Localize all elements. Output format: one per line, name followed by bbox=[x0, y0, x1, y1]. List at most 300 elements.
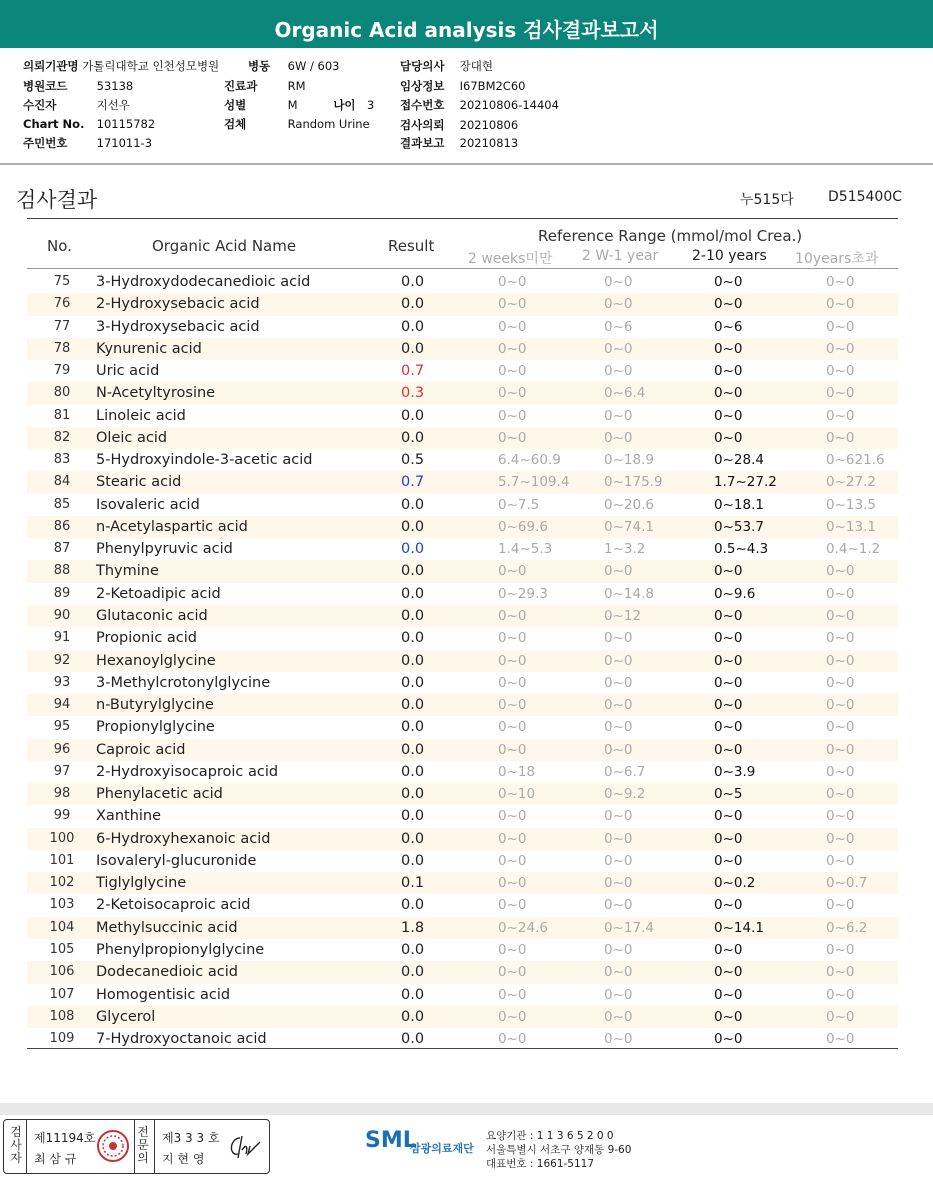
table-row bbox=[27, 382, 898, 404]
ref-under-2weeks: 1.4~5.3 bbox=[498, 541, 553, 558]
ref-over-10years: 0~0 bbox=[826, 318, 855, 335]
dept-value: RM bbox=[287, 79, 306, 93]
examinee-row bbox=[23, 97, 130, 113]
result-value: 0.0 bbox=[401, 964, 425, 981]
row-number: 95 bbox=[53, 719, 71, 735]
ref-2w-1year: 0~0 bbox=[604, 808, 633, 825]
ref-2-10years: 0~53.7 bbox=[714, 518, 764, 535]
ref-2w-1year: 1~3.2 bbox=[604, 541, 646, 558]
ref-under-2weeks: 0~0 bbox=[498, 363, 527, 380]
ref-over-10years: 0~0 bbox=[826, 274, 855, 290]
result-value: 0.0 bbox=[401, 652, 425, 669]
chart-label: Chart No. bbox=[23, 117, 85, 131]
ref-2w-1year: 0~0 bbox=[604, 652, 633, 669]
row-number: 86 bbox=[53, 518, 71, 534]
acid-name: Dodecanedioic acid bbox=[96, 964, 238, 981]
ref-over-10years: 0~0.7 bbox=[826, 875, 868, 892]
col-header-no: No. bbox=[47, 237, 72, 255]
row-number: 103 bbox=[49, 897, 75, 913]
ref-over-10years: 0~0 bbox=[826, 563, 855, 580]
table-row bbox=[27, 650, 898, 672]
ref-2-10years: 0~6 bbox=[714, 318, 743, 335]
acid-name: 2-Ketoadipic acid bbox=[96, 585, 221, 602]
resident-row bbox=[23, 135, 152, 151]
row-number: 77 bbox=[53, 318, 71, 334]
row-number: 97 bbox=[53, 763, 71, 779]
ref-2-10years: 0~0 bbox=[714, 1008, 743, 1025]
acid-name: Phenylpyruvic acid bbox=[96, 541, 233, 558]
pathologist-license: 제3 3 3 호 bbox=[162, 1131, 220, 1145]
ref-under-2weeks: 0~0 bbox=[498, 674, 527, 691]
table-row bbox=[27, 694, 898, 716]
ref-under-2weeks: 0~0 bbox=[498, 719, 527, 736]
ref-over-10years: 0~0 bbox=[826, 340, 855, 357]
ref-under-2weeks: 0~0 bbox=[498, 986, 527, 1003]
receipt-row bbox=[400, 97, 559, 113]
table-row bbox=[27, 360, 898, 382]
acid-name: Isovaleric acid bbox=[96, 496, 200, 513]
resident-value: 171011-3 bbox=[96, 136, 153, 150]
result-value: 0.7 bbox=[401, 474, 425, 491]
table-row bbox=[27, 583, 898, 605]
table-row bbox=[27, 961, 898, 983]
row-number: 84 bbox=[53, 474, 71, 490]
row-number: 76 bbox=[53, 296, 71, 312]
row-number: 100 bbox=[49, 830, 75, 846]
doctor-row bbox=[400, 58, 493, 74]
ref-over-10years: 0~0 bbox=[826, 607, 855, 624]
table-row bbox=[27, 716, 898, 738]
clinical-row bbox=[400, 78, 525, 94]
ref-under-2weeks: 0~0 bbox=[498, 852, 527, 869]
sig-divider-2 bbox=[134, 1120, 135, 1173]
sig-divider-3 bbox=[154, 1120, 155, 1173]
result-value: 0.0 bbox=[401, 340, 425, 357]
ref-over-10years: 0~0 bbox=[826, 986, 855, 1003]
doctor-value: 장대현 bbox=[459, 59, 493, 73]
table-bottom-rule bbox=[27, 1048, 898, 1049]
row-number: 90 bbox=[53, 607, 71, 623]
ref-over-10years: 0~0 bbox=[826, 786, 855, 803]
ref-under-2weeks: 0~0 bbox=[498, 429, 527, 446]
result-value: 0.0 bbox=[401, 630, 425, 647]
result-value: 0.3 bbox=[401, 385, 425, 402]
ref-2-10years: 0~0 bbox=[714, 385, 743, 402]
ref-2w-1year: 0~0 bbox=[604, 830, 633, 847]
row-number: 92 bbox=[53, 652, 71, 668]
row-number: 75 bbox=[53, 274, 71, 289]
result-value: 0.0 bbox=[401, 786, 425, 803]
result-value: 0.0 bbox=[401, 741, 425, 758]
acid-name: 2-Hydroxyisocaproic acid bbox=[96, 763, 279, 780]
ref-over-10years: 0~0 bbox=[826, 741, 855, 758]
report-date-label: 결과보고 bbox=[400, 136, 445, 150]
ref-under-2weeks: 0~24.6 bbox=[498, 919, 548, 936]
results-table bbox=[27, 271, 898, 1050]
acid-name: 5-Hydroxyindole-3-acetic acid bbox=[96, 452, 313, 469]
table-row bbox=[27, 494, 898, 516]
result-value: 0.0 bbox=[401, 607, 425, 624]
examinee-value: 지선우 bbox=[96, 98, 130, 112]
acid-name: Thymine bbox=[96, 563, 159, 580]
ref-2-10years: 0~0 bbox=[714, 674, 743, 691]
ref-2-10years: 0~0 bbox=[714, 941, 743, 958]
ref-2w-1year: 0~0 bbox=[604, 697, 633, 714]
ref-under-2weeks: 0~7.5 bbox=[498, 496, 540, 513]
ref-under-2weeks: 0~0 bbox=[498, 607, 527, 624]
col-header-name: Organic Acid Name bbox=[152, 237, 297, 255]
table-row bbox=[27, 894, 898, 916]
table-row bbox=[27, 1028, 898, 1050]
ref-2-10years: 0~0 bbox=[714, 897, 743, 914]
ref-over-10years: 0~0 bbox=[826, 652, 855, 669]
ref-2w-1year: 0~0 bbox=[604, 340, 633, 357]
ref-under-2weeks: 0~0 bbox=[498, 697, 527, 714]
ref-under-2weeks: 0~0 bbox=[498, 407, 527, 424]
ref-2w-1year: 0~74.1 bbox=[604, 518, 654, 535]
table-row bbox=[27, 293, 898, 315]
acid-name: Tiglylglycine bbox=[96, 875, 187, 892]
institution-row bbox=[23, 58, 219, 74]
acid-name: 6-Hydroxyhexanoic acid bbox=[96, 830, 271, 847]
ref-2w-1year: 0~175.9 bbox=[604, 474, 663, 491]
request-value: 20210806 bbox=[459, 118, 519, 132]
institution-label: 의뢰기관명 bbox=[23, 59, 79, 73]
table-row bbox=[27, 1006, 898, 1028]
request-row bbox=[400, 117, 518, 133]
ref-2w-1year: 0~0 bbox=[604, 429, 633, 446]
ref-over-10years: 0~0 bbox=[826, 407, 855, 424]
ref-over-10years: 0~0 bbox=[826, 830, 855, 847]
ref-2w-1year: 0~20.6 bbox=[604, 496, 654, 513]
row-number: 99 bbox=[53, 808, 71, 824]
ref-2w-1year: 0~0 bbox=[604, 296, 633, 313]
row-number: 81 bbox=[53, 407, 71, 423]
ward-row bbox=[248, 58, 339, 74]
report-date-value: 20210813 bbox=[459, 136, 519, 150]
ref-2-10years: 0~3.9 bbox=[714, 763, 756, 780]
ref-over-10years: 0~0 bbox=[826, 1008, 855, 1025]
ref-2-10years: 0~18.1 bbox=[714, 496, 764, 513]
result-value: 0.0 bbox=[401, 763, 425, 780]
ref-over-10years: 0~0 bbox=[826, 897, 855, 914]
table-row bbox=[27, 939, 898, 961]
age-label: 나이 bbox=[333, 98, 356, 112]
acid-name: Oleic acid bbox=[96, 429, 168, 446]
result-value: 0.0 bbox=[401, 585, 425, 602]
address: 서울특별시 서초구 양재동 9-60 bbox=[486, 1144, 632, 1156]
signature-icon bbox=[226, 1132, 262, 1162]
result-value: 0.0 bbox=[401, 318, 425, 335]
col-header-2-10years: 2-10 years bbox=[692, 248, 767, 264]
row-number: 80 bbox=[53, 385, 71, 401]
ref-2w-1year: 0~17.4 bbox=[604, 919, 654, 936]
ref-2-10years: 0~0 bbox=[714, 407, 743, 424]
ref-2w-1year: 0~0 bbox=[604, 563, 633, 580]
result-value: 0.0 bbox=[401, 808, 425, 825]
ref-under-2weeks: 0~0 bbox=[498, 296, 527, 313]
ref-2-10years: 1.7~27.2 bbox=[714, 474, 777, 491]
acid-name: N-Acetyltyrosine bbox=[96, 385, 216, 402]
result-value: 0.0 bbox=[401, 496, 425, 513]
acid-name: n-Acetylaspartic acid bbox=[96, 518, 248, 535]
acid-name: 3-Methylcrotonylglycine bbox=[96, 674, 271, 691]
ref-over-10years: 0~0 bbox=[826, 697, 855, 714]
row-number: 98 bbox=[53, 786, 71, 802]
result-value: 0.0 bbox=[401, 1008, 425, 1025]
row-number: 83 bbox=[53, 452, 71, 468]
ref-under-2weeks: 0~69.6 bbox=[498, 518, 548, 535]
chart-value: 10115782 bbox=[96, 117, 156, 131]
result-value: 0.0 bbox=[401, 852, 425, 869]
acid-name: Glutaconic acid bbox=[96, 607, 208, 624]
result-value: 0.0 bbox=[401, 1031, 425, 1048]
result-value: 0.0 bbox=[401, 719, 425, 736]
ref-2w-1year: 0~0 bbox=[604, 407, 633, 424]
ref-2w-1year: 0~6 bbox=[604, 318, 633, 335]
row-number: 107 bbox=[49, 986, 75, 1002]
sig-divider bbox=[26, 1120, 27, 1173]
ref-over-10years: 0~27.2 bbox=[826, 474, 876, 491]
ref-2-10years: 0~0 bbox=[714, 964, 743, 981]
row-number: 85 bbox=[53, 496, 71, 512]
ref-2-10years: 0~5 bbox=[714, 786, 743, 803]
ref-over-10years: 0~6.2 bbox=[826, 919, 868, 936]
examinee-label: 수진자 bbox=[23, 98, 57, 112]
acid-name: Kynurenic acid bbox=[96, 340, 202, 357]
ref-over-10years: 0~0 bbox=[826, 1031, 855, 1048]
table-row bbox=[27, 872, 898, 894]
table-row bbox=[27, 338, 898, 360]
ref-2w-1year: 0~9.2 bbox=[604, 786, 646, 803]
request-label: 검사의뢰 bbox=[400, 118, 445, 132]
ref-2-10years: 0~0 bbox=[714, 340, 743, 357]
table-row bbox=[27, 449, 898, 471]
result-value: 0.0 bbox=[401, 518, 425, 535]
ref-under-2weeks: 0~0 bbox=[498, 875, 527, 892]
result-value: 0.0 bbox=[401, 274, 425, 290]
result-value: 0.0 bbox=[401, 986, 425, 1003]
ref-2w-1year: 0~0 bbox=[604, 630, 633, 647]
dept-label: 진료과 bbox=[224, 79, 258, 93]
footer-band bbox=[0, 1103, 933, 1115]
ref-2-10years: 0~0 bbox=[714, 607, 743, 624]
ref-2w-1year: 0~0 bbox=[604, 719, 633, 736]
table-row bbox=[27, 605, 898, 627]
table-row bbox=[27, 850, 898, 872]
test-code: D515400C bbox=[828, 189, 902, 205]
row-number: 78 bbox=[53, 340, 71, 356]
table-row bbox=[27, 805, 898, 827]
acid-name: Homogentisic acid bbox=[96, 986, 231, 1003]
result-value: 0.0 bbox=[401, 897, 425, 914]
ref-2-10years: 0~14.1 bbox=[714, 919, 764, 936]
ref-2-10years: 0~0 bbox=[714, 1031, 743, 1048]
col-header-over-10years: 10years초과 bbox=[795, 251, 879, 267]
receipt-label: 접수번호 bbox=[400, 98, 445, 112]
section-title: 검사결과 bbox=[16, 188, 98, 212]
care-code: 요양기관 : 1 1 3 6 5 2 0 0 bbox=[486, 1130, 614, 1142]
acid-name: 2-Hydroxysebacic acid bbox=[96, 296, 260, 313]
ref-2w-1year: 0~0 bbox=[604, 852, 633, 869]
ref-2-10years: 0~0 bbox=[714, 808, 743, 825]
ref-under-2weeks: 6.4~60.9 bbox=[498, 452, 561, 469]
ref-2-10years: 0~0 bbox=[714, 852, 743, 869]
row-number: 91 bbox=[53, 630, 71, 646]
row-number: 82 bbox=[53, 429, 71, 445]
doctor-label: 담당의사 bbox=[400, 59, 445, 73]
table-row bbox=[27, 560, 898, 582]
row-number: 94 bbox=[53, 697, 71, 713]
acid-name: 2-Ketoisocaproic acid bbox=[96, 897, 251, 914]
table-row bbox=[27, 516, 898, 538]
table-row bbox=[27, 471, 898, 493]
ref-under-2weeks: 0~0 bbox=[498, 318, 527, 335]
row-number: 87 bbox=[53, 541, 71, 557]
result-value: 1.8 bbox=[401, 919, 425, 936]
ref-under-2weeks: 0~0 bbox=[498, 340, 527, 357]
ref-over-10years: 0~0 bbox=[826, 964, 855, 981]
ref-2w-1year: 0~0 bbox=[604, 986, 633, 1003]
ref-under-2weeks: 0~10 bbox=[498, 786, 536, 803]
ref-over-10years: 0~13.1 bbox=[826, 518, 876, 535]
result-value: 0.7 bbox=[401, 363, 425, 380]
table-top-rule bbox=[27, 218, 898, 219]
ref-under-2weeks: 0~0 bbox=[498, 741, 527, 758]
ref-2-10years: 0~0 bbox=[714, 697, 743, 714]
ref-2-10years: 0.5~4.3 bbox=[714, 541, 769, 558]
ref-over-10years: 0~13.5 bbox=[826, 496, 876, 513]
ref-over-10years: 0~0 bbox=[826, 296, 855, 313]
ref-over-10years: 0.4~1.2 bbox=[826, 541, 881, 558]
ref-over-10years: 0~0 bbox=[826, 585, 855, 602]
ref-2-10years: 0~9.6 bbox=[714, 585, 756, 602]
ref-under-2weeks: 0~18 bbox=[498, 763, 536, 780]
ref-under-2weeks: 0~0 bbox=[498, 830, 527, 847]
acid-name: 3-Hydroxydodecanedioic acid bbox=[96, 274, 311, 290]
acid-name: Uric acid bbox=[96, 363, 160, 380]
col-header-reference: Reference Range (mmol/mol Crea.) bbox=[538, 227, 803, 245]
acid-name: Isovaleryl-glucuronide bbox=[96, 852, 257, 869]
sex-age-row bbox=[224, 97, 374, 113]
table-row bbox=[27, 538, 898, 560]
ref-over-10years: 0~621.6 bbox=[826, 452, 885, 469]
pathologist-name: 지 현 영 bbox=[162, 1152, 205, 1166]
signature-box bbox=[3, 1119, 270, 1174]
chart-row bbox=[23, 117, 155, 131]
ref-under-2weeks: 0~0 bbox=[498, 964, 527, 981]
ref-2w-1year: 0~18.9 bbox=[604, 452, 654, 469]
specimen-row bbox=[224, 116, 370, 132]
row-number: 102 bbox=[49, 875, 75, 891]
specimen-label: 검체 bbox=[224, 117, 247, 131]
ref-2-10years: 0~0 bbox=[714, 719, 743, 736]
sex-label: 성별 bbox=[224, 98, 247, 112]
result-value: 0.0 bbox=[401, 941, 425, 958]
sex-value: M bbox=[287, 98, 298, 112]
ref-under-2weeks: 0~0 bbox=[498, 1031, 527, 1048]
ref-under-2weeks: 0~0 bbox=[498, 941, 527, 958]
ref-2-10years: 0~0 bbox=[714, 741, 743, 758]
ref-2w-1year: 0~6.7 bbox=[604, 763, 646, 780]
ref-2w-1year: 0~0 bbox=[604, 1031, 633, 1048]
report-date-row bbox=[400, 135, 518, 151]
dept-row bbox=[224, 78, 306, 94]
acid-name: Xanthine bbox=[96, 808, 162, 825]
ref-2w-1year: 0~12 bbox=[604, 607, 642, 624]
org-name: 삼광의료재단 bbox=[410, 1142, 474, 1155]
ref-2-10years: 0~0 bbox=[714, 363, 743, 380]
table-row bbox=[27, 739, 898, 761]
ward-value: 6W / 603 bbox=[287, 59, 340, 73]
table-row bbox=[27, 427, 898, 449]
acid-name: Glycerol bbox=[96, 1008, 156, 1025]
ref-2-10years: 0~0 bbox=[714, 429, 743, 446]
examiner-label: 검사자 bbox=[10, 1125, 22, 1165]
ref-2-10years: 0~0 bbox=[714, 630, 743, 647]
ref-2-10years: 0~0 bbox=[714, 274, 743, 290]
report-title: Organic Acid analysis 검사결과보고서 bbox=[274, 18, 659, 42]
acid-name: Methylsuccinic acid bbox=[96, 919, 238, 936]
ref-2w-1year: 0~0 bbox=[604, 897, 633, 914]
acid-name: Stearic acid bbox=[96, 474, 182, 491]
result-value: 0.0 bbox=[401, 697, 425, 714]
col-header-under-2weeks: 2 weeks미만 bbox=[468, 251, 553, 267]
row-number: 104 bbox=[49, 919, 75, 935]
ref-over-10years: 0~0 bbox=[826, 674, 855, 691]
acid-name: 3-Hydroxysebacic acid bbox=[96, 318, 260, 335]
ref-2w-1year: 0~0 bbox=[604, 741, 633, 758]
ref-2w-1year: 0~6.4 bbox=[604, 385, 646, 402]
receipt-value: 20210806-14404 bbox=[459, 98, 559, 112]
ref-2w-1year: 0~0 bbox=[604, 674, 633, 691]
test-code-korean: 누515다 bbox=[740, 192, 794, 208]
acid-name: Linoleic acid bbox=[96, 407, 186, 424]
col-header-2w-1year: 2 W-1 year bbox=[582, 248, 659, 264]
ref-2-10years: 0~0 bbox=[714, 296, 743, 313]
ref-2-10years: 0~28.4 bbox=[714, 452, 764, 469]
ref-2w-1year: 0~0 bbox=[604, 363, 633, 380]
result-value: 0.0 bbox=[401, 830, 425, 847]
acid-name: n-Butyrylglycine bbox=[96, 697, 214, 714]
ref-under-2weeks: 0~0 bbox=[498, 563, 527, 580]
ref-2w-1year: 0~0 bbox=[604, 875, 633, 892]
table-row bbox=[27, 783, 898, 805]
resident-label: 주민번호 bbox=[23, 136, 68, 150]
report-banner bbox=[0, 0, 933, 48]
ref-2w-1year: 0~0 bbox=[604, 941, 633, 958]
row-number: 106 bbox=[49, 964, 75, 980]
row-number: 101 bbox=[49, 852, 75, 868]
row-number: 88 bbox=[53, 563, 71, 579]
row-number: 105 bbox=[49, 941, 75, 957]
result-value: 0.1 bbox=[401, 875, 425, 892]
acid-name: Hexanoylglycine bbox=[96, 652, 216, 669]
ref-over-10years: 0~0 bbox=[826, 941, 855, 958]
table-row bbox=[27, 405, 898, 427]
ref-under-2weeks: 0~0 bbox=[498, 274, 527, 290]
header-rule bbox=[27, 268, 898, 269]
acid-name: Caproic acid bbox=[96, 741, 186, 758]
ref-2w-1year: 0~0 bbox=[604, 964, 633, 981]
col-header-result: Result bbox=[388, 237, 435, 255]
ref-over-10years: 0~0 bbox=[826, 429, 855, 446]
table-row bbox=[27, 828, 898, 850]
result-value: 0.0 bbox=[401, 541, 425, 558]
ref-under-2weeks: 0~29.3 bbox=[498, 585, 548, 602]
ref-under-2weeks: 0~0 bbox=[498, 808, 527, 825]
ref-2-10years: 0~0 bbox=[714, 563, 743, 580]
